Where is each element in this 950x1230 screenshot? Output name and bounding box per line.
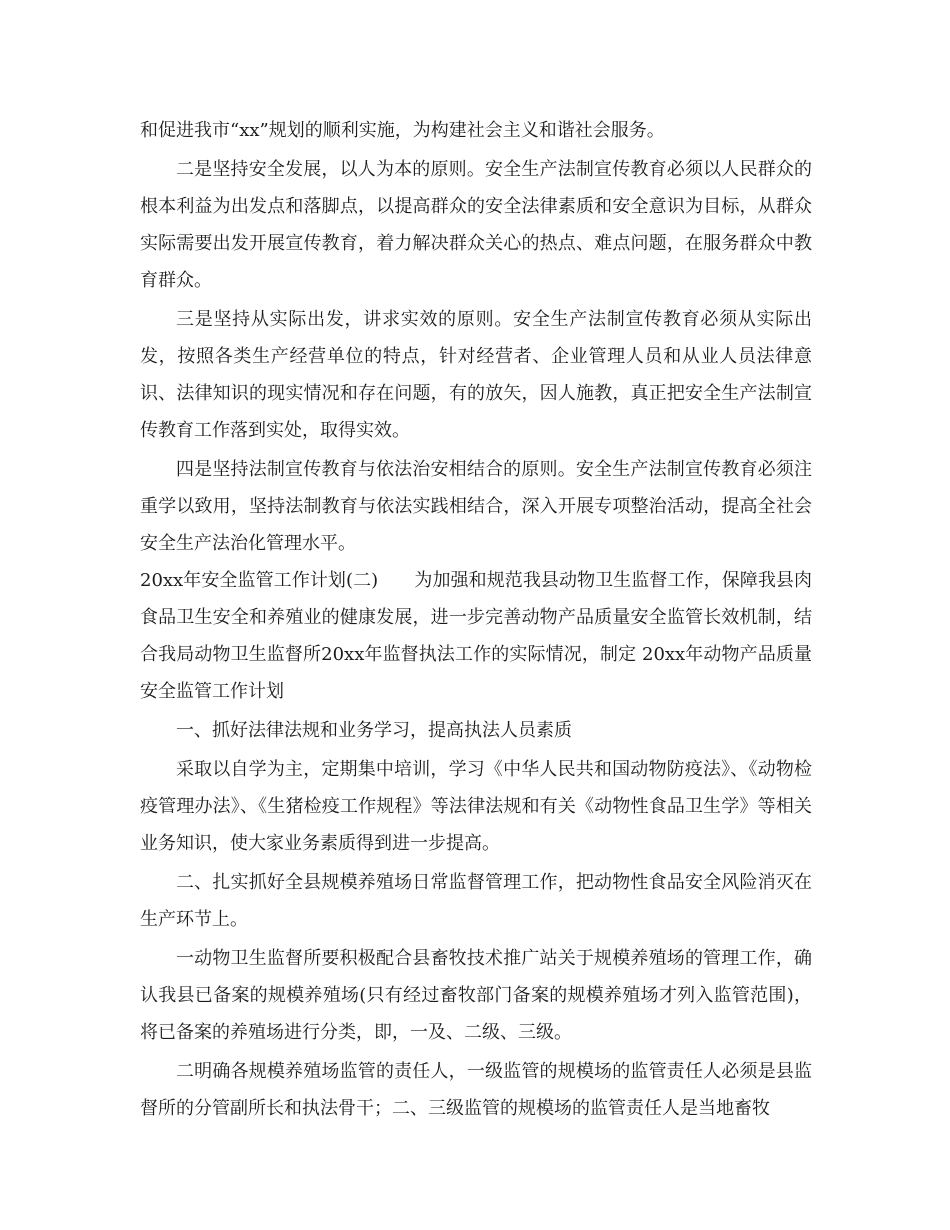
paragraph-7: 采取以自学为主，定期集中培训，学习《中华人民共和国动物防疫法》、《动物检疫管理办法》、《生猪检疫工作规程》等法律法规和有关《动物性食品卫生学》等相关业务知识，使大家业务素质得到进一步提高。 [140, 759, 812, 854]
paragraph-8: 二、扎实抓好全县规模养殖场日常监督管理工作，把动物性食品安全风险消灭在生产环节上。 [140, 872, 812, 930]
paragraph-2: 二是坚持安全发展，以人为本的原则。安全生产法制宣传教育必须以人民群众的根本利益为出发点和落脚点，以提高群众的安全法律素质和安全意识为目标，从群众实际需要出发开展宣传教育，着力解决群众关心的热点、难点问题，在服务群众中教育群众。 [140, 159, 812, 291]
document-body [140, 112, 812, 1127]
paragraph-1: 和促进我市“xx”规划的顺利实施，为构建社会主义和谐社会服务。 [140, 120, 665, 141]
paragraph-6: 一、抓好法律法规和业务学习，提高执法人员素质 [176, 720, 572, 741]
paragraph-9: 一动物卫生监督所要积极配合县畜牧技术推广站关于规模养殖场的管理工作，确认我县已备案的规模养殖场(只有经过畜牧部门备案的规模养殖场才列入监管范围)，将已备案的养殖场进行分类，即，一及、二级、三级。 [140, 948, 812, 1043]
paragraph-5-section-heading: 20xx年安全监管工作计划(二) 为加强和规范我县动物卫生监督工作，保障我县肉食品卫生安全和养殖业的健康发展，进一步完善动物产品质量安全监管长效机制，结合我局动物卫生监督所20xx年监督执法工作的实际情况，制定 20xx年动物产品质量安全监管工作计划 [140, 570, 812, 702]
paragraph-4: 四是坚持法制宣传教育与依法治安相结合的原则。安全生产法制宣传教育必须注重学以致用，坚持法制教育与依法实践相结合，深入开展专项整治活动，提高全社会安全生产法治化管理水平。 [140, 459, 812, 554]
paragraph-3: 三是坚持从实际出发，讲求实效的原则。安全生产法制宣传教育必须从实际出发，按照各类生产经营单位的特点，针对经营者、企业管理人员和从业人员法律意识、法律知识的现实情况和存在问题，有的放矢，因人施教，真正把安全生产法制宣传教育工作落到实处，取得实效。 [140, 309, 812, 441]
paragraph-10: 二明确各规模养殖场监管的责任人，一级监管的规模场的监管责任人必须是县监督所的分管副所长和执法骨干；二、三级监管的规模场的监管责任人是当地畜牧 [140, 1061, 812, 1119]
